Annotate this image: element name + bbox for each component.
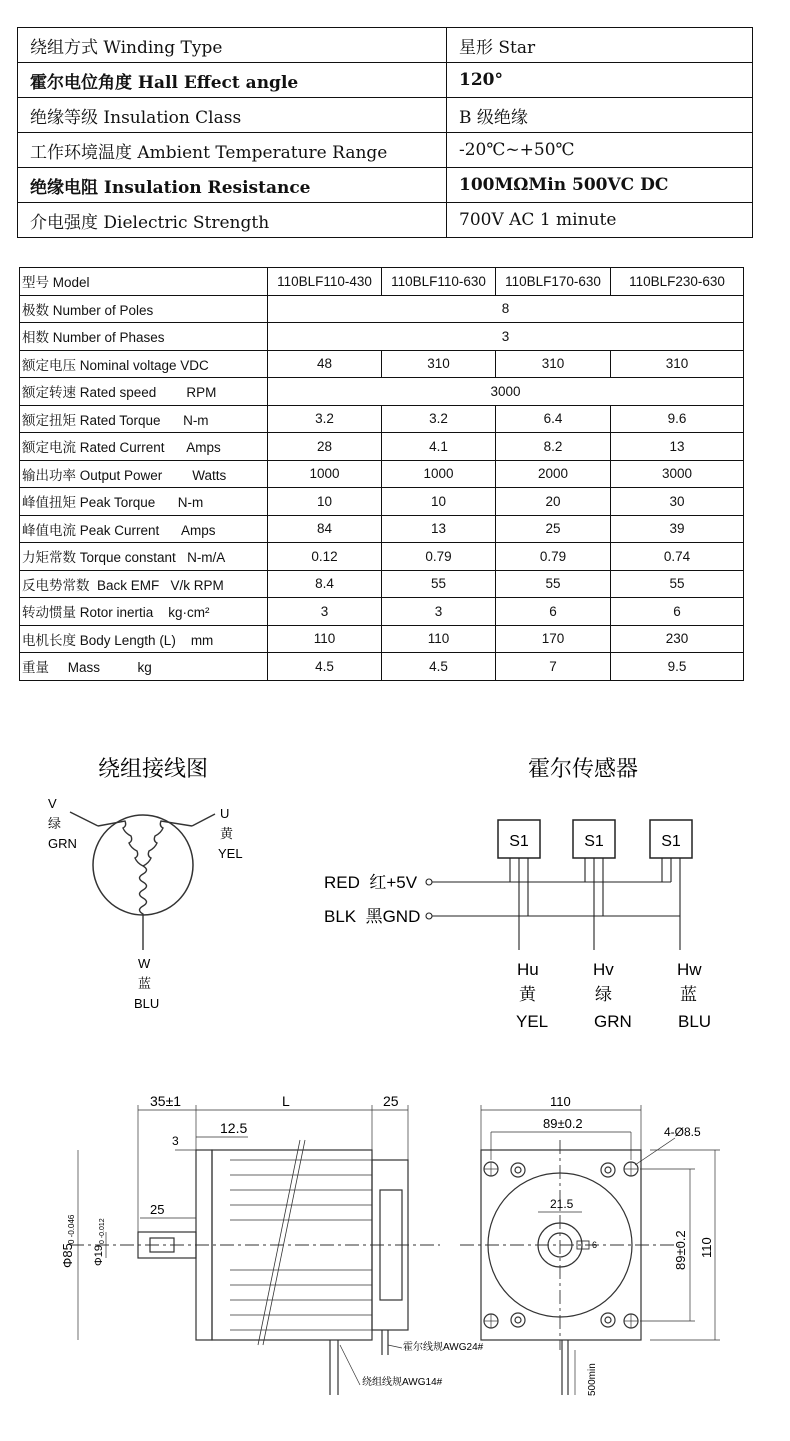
hall-title: 霍尔传感器 xyxy=(528,756,639,781)
dim-L: L xyxy=(282,1093,290,1109)
dim-89-top: 89±0.2 xyxy=(543,1116,583,1131)
dim-phi19-tol: 0 -0.012 xyxy=(99,1218,106,1244)
spec-value: 3.2 xyxy=(382,405,496,433)
winding-u-cn: 黄 xyxy=(220,826,234,841)
spec-value: 10 xyxy=(268,488,382,516)
winding-v-cn: 绿 xyxy=(48,816,62,831)
side-view-labels xyxy=(60,1093,484,1388)
property-row xyxy=(18,133,753,168)
spec-value: 4.5 xyxy=(268,653,382,681)
spec-value: 3000 xyxy=(611,460,744,488)
property-row xyxy=(18,168,753,203)
spec-value: 0.79 xyxy=(382,543,496,571)
model-name: 110BLF230-630 xyxy=(611,268,744,296)
spec-value: 310 xyxy=(611,350,744,378)
spec-row xyxy=(20,295,744,323)
spec-value: 3 xyxy=(382,598,496,626)
spec-label: 反电势常数 Back EMF V/k RPM xyxy=(20,570,268,598)
spec-value: 55 xyxy=(382,570,496,598)
spec-label: 极数 Number of Poles xyxy=(20,295,268,323)
spec-value: 6 xyxy=(496,598,611,626)
winding-v-label: V xyxy=(48,796,57,811)
spec-label: 额定转速 Rated speed RPM xyxy=(20,378,268,406)
spec-table xyxy=(19,267,744,681)
dim-3: 3 xyxy=(172,1134,179,1148)
spec-value: 55 xyxy=(496,570,611,598)
dim-25-top: 25 xyxy=(383,1093,399,1109)
spec-label: 重量 Mass kg xyxy=(20,653,268,681)
property-value: 120° xyxy=(447,63,753,98)
spec-value: 39 xyxy=(611,515,744,543)
spec-value: 8.4 xyxy=(268,570,382,598)
spec-value: 6.4 xyxy=(496,405,611,433)
hall-hu: Hu xyxy=(517,960,539,979)
spec-row xyxy=(20,625,744,653)
hall-red-label: RED 红+5V xyxy=(324,873,418,892)
spec-row xyxy=(20,543,744,571)
spec-label: 转动惯量 Rotor inertia kg·cm² xyxy=(20,598,268,626)
spec-value: 10 xyxy=(382,488,496,516)
hall-hw-en: BLU xyxy=(678,1012,712,1031)
spec-value: 170 xyxy=(496,625,611,653)
spec-label: 额定电流 Rated Current Amps xyxy=(20,433,268,461)
winding-w-label: W xyxy=(138,956,151,971)
spec-value: 13 xyxy=(611,433,744,461)
spec-value: 3 xyxy=(268,598,382,626)
spec-value: 3000 xyxy=(268,378,744,406)
sensor-2: S1 xyxy=(584,833,604,850)
property-value: -20℃~+50℃ xyxy=(447,133,753,168)
spec-value: 230 xyxy=(611,625,744,653)
spec-value: 110 xyxy=(382,625,496,653)
hall-hv: Hv xyxy=(593,960,614,979)
spec-row xyxy=(20,598,744,626)
spec-label: 额定扭矩 Rated Torque N-m xyxy=(20,405,268,433)
hall-hw: Hw xyxy=(677,960,702,979)
model-label: 型号 Model xyxy=(20,268,268,296)
spec-value: 13 xyxy=(382,515,496,543)
spec-label: 峰值扭矩 Peak Torque N-m xyxy=(20,488,268,516)
dim-89-side: 89±0.2 xyxy=(673,1230,688,1270)
hall-hu-cn: 黄 xyxy=(519,985,536,1004)
dim-phi85: Φ85 xyxy=(60,1243,75,1268)
property-value: B 级绝缘 xyxy=(447,98,753,133)
winding-w-cn: 蓝 xyxy=(138,976,152,991)
spec-value: 30 xyxy=(611,488,744,516)
spec-value: 84 xyxy=(268,515,382,543)
front-view-labels xyxy=(543,1094,714,1396)
spec-row xyxy=(20,350,744,378)
hall-hw-cn: 蓝 xyxy=(680,985,697,1004)
spec-value: 28 xyxy=(268,433,382,461)
spec-value: 310 xyxy=(496,350,611,378)
property-value: 100MΩMin 500VC DC xyxy=(447,168,753,203)
dim-6: 6 xyxy=(592,1240,598,1250)
spec-label: 输出功率 Output Power Watts xyxy=(20,460,268,488)
property-row xyxy=(18,63,753,98)
spec-value: 8.2 xyxy=(496,433,611,461)
dim-35: 35±1 xyxy=(150,1093,182,1109)
spec-value: 9.5 xyxy=(611,653,744,681)
property-label: 介电强度 Dielectric Strength xyxy=(18,203,447,238)
spec-row xyxy=(20,378,744,406)
hall-wire-label: 霍尔线规AWG24# xyxy=(403,1342,484,1353)
spec-value: 2000 xyxy=(496,460,611,488)
spec-label: 相数 Number of Phases xyxy=(20,323,268,351)
property-label: 霍尔电位角度 Hall Effect angle xyxy=(18,63,447,98)
model-name: 110BLF170-630 xyxy=(496,268,611,296)
side-view-drawing xyxy=(70,1105,440,1395)
spec-row xyxy=(20,515,744,543)
spec-value: 9.6 xyxy=(611,405,744,433)
property-label: 绝缘电阻 Insulation Resistance xyxy=(18,168,447,203)
property-value: 700V AC 1 minute xyxy=(447,203,753,238)
property-label: 绝缘等级 Insulation Class xyxy=(18,98,447,133)
spec-row xyxy=(20,323,744,351)
dim-phi85-tol: 0 -0.046 xyxy=(67,1214,76,1244)
model-name: 110BLF110-630 xyxy=(382,268,496,296)
winding-u-en: YEL xyxy=(218,846,243,861)
winding-u-label: U xyxy=(220,806,230,821)
spec-row xyxy=(20,488,744,516)
spec-header-row xyxy=(20,268,744,296)
hall-hv-en: GRN xyxy=(594,1012,632,1031)
dim-holes: 4-Ø8.5 xyxy=(664,1125,701,1139)
spec-row xyxy=(20,570,744,598)
spec-value: 1000 xyxy=(382,460,496,488)
spec-value: 0.74 xyxy=(611,543,744,571)
spec-value: 0.12 xyxy=(268,543,382,571)
winding-wire-label: 绕组线规AWG14# xyxy=(362,1377,443,1388)
spec-row xyxy=(20,433,744,461)
properties-table xyxy=(17,27,753,238)
property-row xyxy=(18,28,753,63)
spec-value: 8 xyxy=(268,295,744,323)
sensor-1: S1 xyxy=(509,833,529,850)
spec-label: 峰值电流 Peak Current Amps xyxy=(20,515,268,543)
spec-value: 4.1 xyxy=(382,433,496,461)
winding-title: 绕组接线图 xyxy=(98,756,209,781)
property-row xyxy=(18,203,753,238)
dim-110-side: 110 xyxy=(699,1237,714,1258)
winding-w-en: BLU xyxy=(134,996,160,1011)
property-row xyxy=(18,98,753,133)
spec-value: 4.5 xyxy=(382,653,496,681)
hall-diagram xyxy=(324,756,711,1031)
spec-value: 3.2 xyxy=(268,405,382,433)
hall-hu-en: YEL xyxy=(516,1012,549,1031)
hall-hv-cn: 绿 xyxy=(595,985,612,1004)
dim-110-top: 110 xyxy=(550,1094,571,1109)
winding-v-en: GRN xyxy=(48,836,77,851)
spec-label: 电机长度 Body Length (L) mm xyxy=(20,625,268,653)
property-label: 绕组方式 Winding Type xyxy=(18,28,447,63)
hall-blk-label: BLK 黑GND xyxy=(324,907,421,926)
spec-value: 0.79 xyxy=(496,543,611,571)
spec-value: 6 xyxy=(611,598,744,626)
model-name: 110BLF110-430 xyxy=(268,268,382,296)
front-view-drawing xyxy=(460,1105,720,1395)
spec-value: 7 xyxy=(496,653,611,681)
spec-value: 110 xyxy=(268,625,382,653)
spec-row xyxy=(20,653,744,681)
spec-value: 3 xyxy=(268,323,744,351)
sensor-3: S1 xyxy=(661,833,681,850)
spec-value: 55 xyxy=(611,570,744,598)
spec-value: 48 xyxy=(268,350,382,378)
spec-value: 1000 xyxy=(268,460,382,488)
dim-500: 500min xyxy=(587,1363,598,1396)
property-label: 工作环境温度 Ambient Temperature Range xyxy=(18,133,447,168)
winding-diagram xyxy=(48,756,243,1011)
spec-row xyxy=(20,460,744,488)
dim-21-5: 21.5 xyxy=(550,1197,574,1211)
dim-25-shaft: 25 xyxy=(150,1202,165,1217)
property-value: 星形 Star xyxy=(447,28,753,63)
spec-label: 额定电压 Nominal voltage VDC xyxy=(20,350,268,378)
spec-value: 20 xyxy=(496,488,611,516)
spec-value: 25 xyxy=(496,515,611,543)
dim-phi19: Φ19 xyxy=(93,1244,105,1266)
spec-value: 310 xyxy=(382,350,496,378)
spec-row xyxy=(20,405,744,433)
dim-12-5: 12.5 xyxy=(220,1120,248,1136)
spec-label: 力矩常数 Torque constant N-m/A xyxy=(20,543,268,571)
